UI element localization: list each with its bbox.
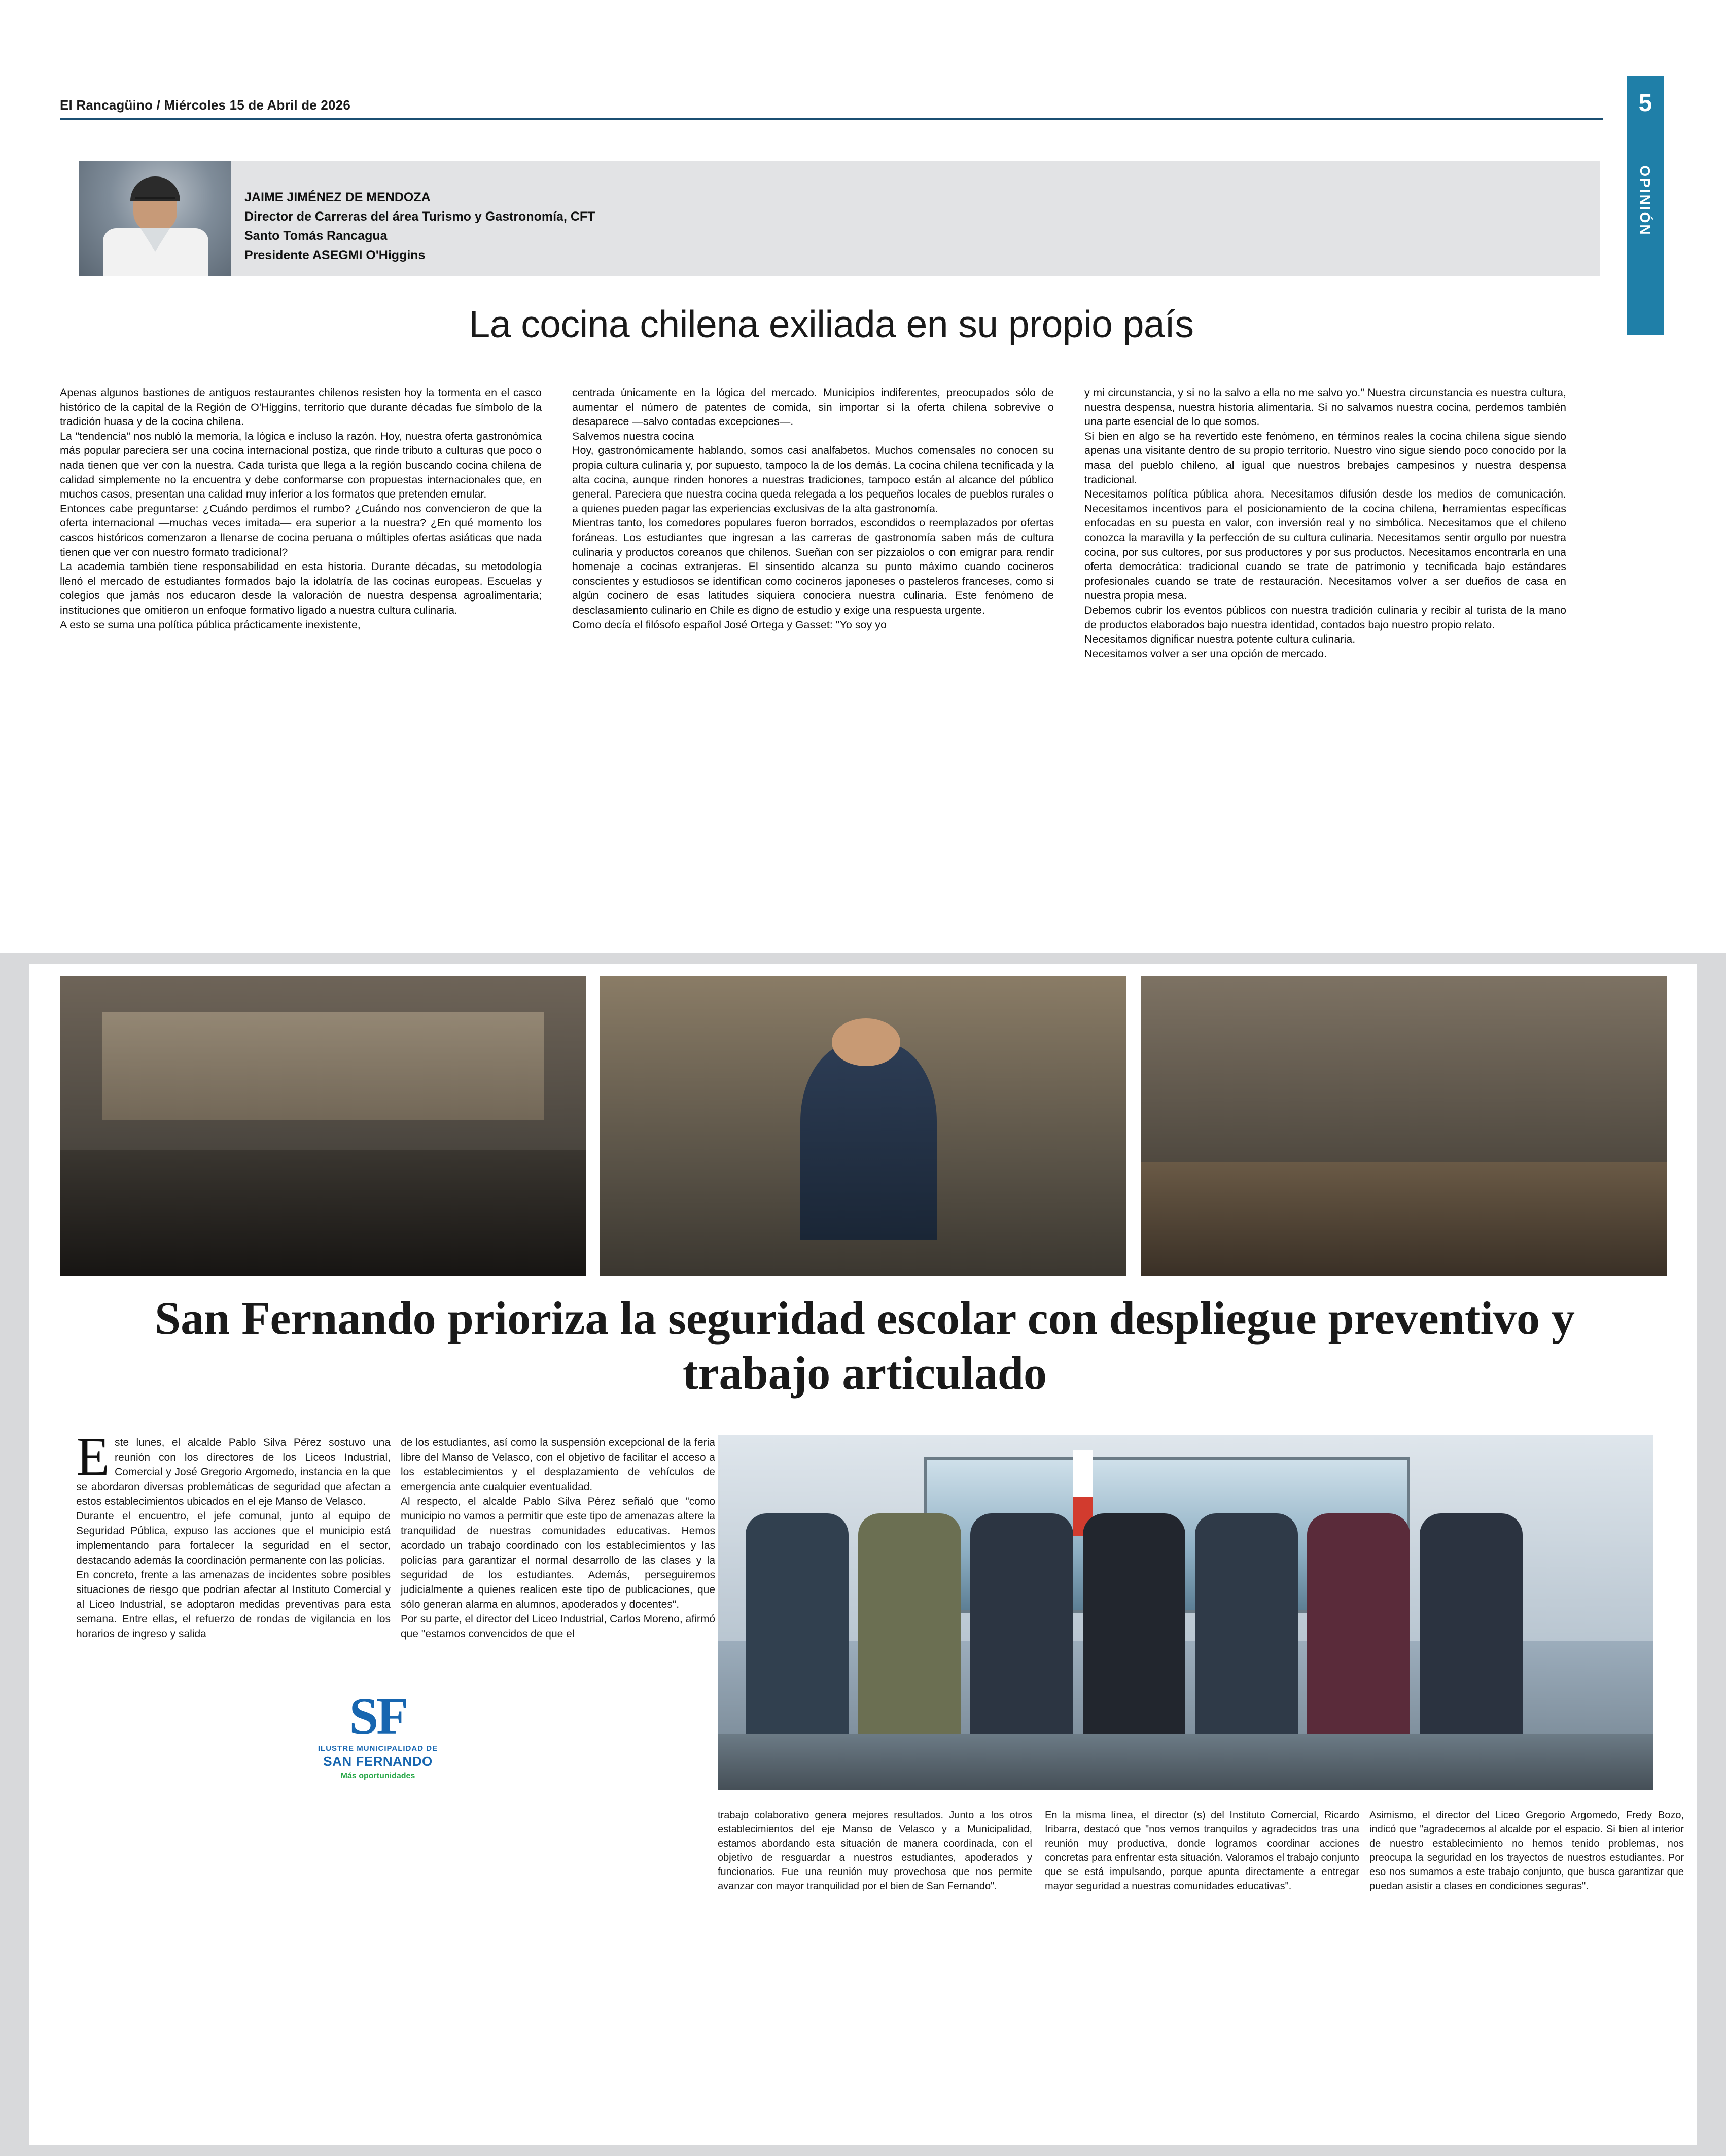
- paragraph: Debemos cubrir los eventos públicos con nuestra tradición culinaria y recibir al turista de la mano de productos elaborados bajo nuestra identidad, contados bajo nuestro propio relato.: [1084, 604, 1566, 631]
- paragraph: En la misma línea, el director (s) del Instituto Comercial, Ricardo Iribarra, destacó que "nos vemos tranquilos y agradecidos tras una reunión muy productiva, donde logramos coordinar acciones concretas para enfrentar esta situación. Valoramos el trabajo conjunto que se está impulsando, porque apunta directamente a entregar mayor seguridad a nuestras comunidades educativas".: [1045, 1810, 1359, 1892]
- author-role: Director de Carreras del área Turismo y Gastronomía, CFT: [244, 209, 595, 224]
- author-info: [244, 188, 595, 265]
- photo-meeting-room: [1141, 976, 1667, 1276]
- author-photo: [79, 161, 231, 276]
- paragraph: Hoy, gastronómicamente hablando, somos casi analfabetos. Muchos comensales no conocen su propia cultura culinaria y, por supuesto, tampoco la de los demás. La cocina chilena tecnificada y la alta cocina, aunque rinden honores a nuestras tradiciones, tampoco están al alcance del público general. Pareciera que nuestra cocina queda relegada a los pequeños locales de pueblos rurales o a quienes pueden pagar las experiencias exclusivas de la alta gastronomía.: [572, 444, 1054, 515]
- opinion-headline: La cocina chilena exiliada en su propio país: [469, 303, 1194, 345]
- paragraph: y mi circunstancia, y si no la salvo a ella no me salvo yo." Nuestra circunstancia es nuestra cultura, nuestra despensa, nuestra historia alimentaria. Si no salvamos nuestra cocina, perdemos también una parte esencial de lo que somos.: [1084, 386, 1566, 428]
- paragraph: Salvemos nuestra cocina: [572, 430, 694, 442]
- masthead: El Rancagüino / Miércoles 15 de Abril de 2026: [60, 97, 351, 113]
- feature-column-1: [76, 1427, 391, 1641]
- feature-photo-row: [60, 976, 1667, 1276]
- paragraph: La academia también tiene responsabilidad en esta historia. Durante décadas, su metodología llenó el mercado de estudiantes formados bajo la idolatría de las cocinas europeas. Escuelas y colegios que jamás nos educaron desde la valoración de nuestra despensa agroalimentaria; instituciones que omitieron un enfoque formativo ligado a nuestra cultura culinaria.: [60, 560, 542, 616]
- paragraph: Si bien en algo se ha revertido este fenómeno, en términos reales la cocina chilena sigue siendo apenas una visitante dentro de su propio territorio. Nuestro vino sigue siendo poco conocido por la masa del pueblo chileno, al igual que nuestros brebajes campesinos y nuestra despensa tradicional.: [1084, 430, 1566, 486]
- paragraph: de los estudiantes, así como la suspensión excepcional de la feria libre del Manso de Velasco, con el objetivo de facilitar el acceso a los establecimientos y el desplazamiento de vehículos de emergencia ante cualquier eventualidad.: [401, 1437, 715, 1493]
- masthead-rule: [60, 118, 1603, 120]
- paragraph: Este lunes, el alcalde Pablo Silva Pérez sostuvo una reunión con los directores de los Liceos Industrial, Comercial y José Gregorio Argomedo, instancia en la que se abordaron diversas problemáticas de seguridad que afectan a estos establecimientos ubicados en el eje Manso de Velasco.: [76, 1427, 391, 1507]
- paragraph: Al respecto, el alcalde Pablo Silva Pérez señaló que "como municipio no vamos a permitir que este tipo de amenazas altere la tranquilidad de nuestras comunidades educativas. Hemos acordado un trabajo coordinado con los establecimientos y las policías para garantizar el normal desarrollo de las clases y la seguridad de los estudiantes. Además, perseguiremos judicialmente a quienes realicen este tipo de publicaciones, que sólo generan alarma en alumnos, apoderados y docentes".: [401, 1496, 715, 1610]
- section-label: OPINIÓN: [1637, 165, 1653, 236]
- paragraph: En concreto, frente a las amenazas de incidentes sobre posibles situaciones de riesgo que podrían afectar al Instituto Comercial y al Liceo Industrial, se adoptaron medidas preventivas para esta semana. Entre ellas, el refuerzo de rondas de vigilancia en los horarios de ingreso y salida: [76, 1569, 391, 1640]
- author-name: JAIME JIMÉNEZ DE MENDOZA: [244, 190, 431, 204]
- opinion-column-1: [60, 385, 542, 632]
- paragraph: Asimismo, el director del Liceo Gregorio Argomedo, Fredy Bozo, indicó que "agradecemos al alcalde por el espacio. Si bien al interior de nuestro establecimiento no hemos tenido problemas, nos preocupa la seguridad en los trayectos de nuestros estudiantes. Por eso nos sumamos a este trabajo conjunto, que busca garantizar que puedan asistir a clases en condiciones seguras".: [1369, 1810, 1684, 1892]
- paragraph: La "tendencia" nos nubló la memoria, la lógica e incluso la razón. Hoy, nuestra oferta gastronómica más popular pareciera ser una cocina internacional postiza, que rinde tributo a culturas que poco o nada tienen que ver con la nuestra. Cada turista que llega a la región buscando cocina chilena de calidad simplemente no la encuentra y debe conformarse con propuestas internacionales que, en muchos casos, presentan una calidad muy inferior a los formatos que pretenden emular.: [60, 430, 542, 501]
- paragraph: Como decía el filósofo español José Ortega y Gasset: "Yo soy yo: [572, 618, 887, 631]
- paragraph: trabajo colaborativo genera mejores resultados. Junto a los otros establecimientos del eje Manso de Velasco y a Municipalidad, estamos abordando esta situación de manera coordinada, con el objetivo de resguardar a nuestros estudiantes, apoderados y funcionarios. Fue una reunión muy provechosa que nos permite avanzar con mayor tranquilidad por el bien de San Fernando".: [718, 1810, 1032, 1892]
- photo-mayor-speaking: [600, 976, 1126, 1276]
- opinion-page-sheet: [0, 0, 1726, 953]
- logo-line-2: SAN FERNANDO: [323, 1754, 433, 1769]
- logo-line-1: ILUSTRE MUNICIPALIDAD DE: [318, 1744, 438, 1753]
- paragraph: Necesitamos volver a ser una opción de mercado.: [1084, 647, 1327, 660]
- paragraph: Necesitamos política pública ahora. Necesitamos difusión desde los medios de comunicación. Necesitamos incentivos para el posicionamiento de la cocina chilena, herramientas específicas enfocadas en su puesta en valor, con inversión real y no simbólica. Necesitamos que el chileno conozca la maravilla y la perfección de su cultura culinaria. Necesitamos sentir orgullo por nuestra cocina, por sus cultores, por sus productores y por sus productos. Necesitamos encontrarla en una oferta democrática: tradicional cuando se trate de patrimonio y tecnificada bajo estándares profesionales cuando se trate de restauración. Necesitamos volver a ser dueños de casa en nuestra propia mesa.: [1084, 488, 1566, 602]
- author-presidency: Presidente ASEGMI O'Higgins: [244, 248, 426, 262]
- feature-column-2: [401, 1435, 715, 1641]
- paragraph: Apenas algunos bastiones de antiguos restaurantes chilenos resisten hoy la tormenta en el casco histórico de la capital de la Región de O'Higgins, territorio que durante décadas fue símbolo de la tradición huasa y de la cocina chilena.: [60, 386, 542, 428]
- photo-meeting-table: [60, 976, 586, 1276]
- page-number: 5: [1638, 90, 1652, 117]
- author-institution: Santo Tomás Rancagua: [244, 229, 388, 243]
- feature-column-5: [1369, 1808, 1684, 1893]
- paragraph: Necesitamos dignificar nuestra potente cultura culinaria.: [1084, 633, 1356, 646]
- paragraph: Durante el encuentro, el jefe comunal, junto al equipo de Seguridad Pública, expuso las acciones que el municipio está implementando para fortalecer la seguridad en el sector, destacando además la coordinación permanente con las policías.: [76, 1510, 391, 1566]
- logo-initials: SF: [349, 1687, 407, 1745]
- feature-headline: San Fernando prioriza la seguridad escolar con despliegue preventivo y trabajo articulado: [154, 1292, 1575, 1399]
- paragraph: centrada únicamente en la lógica del mercado. Municipios indiferentes, preocupados sólo de aumentar el número de patentes de comida, sin importar si la oferta chilena sobrevive o desaparece —salvo contadas excepciones—.: [572, 386, 1054, 428]
- section-tab: [1627, 76, 1664, 335]
- opinion-column-2: [572, 385, 1054, 632]
- paragraph: Mientras tanto, los comedores populares fueron borrados, escondidos o reemplazados por ofertas foráneas. Los estudiantes que ingresan a las carreras de gastronomía saben más de cultura culinaria y productos coreanos que chilenos. Sueñan con ser pizzaiolos o con emigrar para rendir homenaje a cocinas extranjeras. El sinsentido alcanza su punto máximo cuando cocineros conscientes y estudiosos se identifican como cocineros japoneses o pasteleros franceses, como si algún cocinero de esas latitudes siquiera conociera nuestra culinaria. Este fenómeno de desclasamiento culinario en Chile es digno de estudio y exige una respuesta urgente.: [572, 517, 1054, 616]
- opinion-column-3: [1084, 385, 1566, 661]
- feature-column-4: [1045, 1808, 1359, 1893]
- paragraph: A esto se suma una política pública prácticamente inexistente,: [60, 618, 361, 631]
- feature-column-3: [718, 1808, 1032, 1893]
- logo-line-3: Más oportunidades: [340, 1772, 415, 1780]
- san-fernando-logo: [304, 1669, 451, 1816]
- paragraph: Entonces cabe preguntarse: ¿Cuándo perdimos el rumbo? ¿Cuándo nos convencieron de que la oferta internacional —muchas veces imitada— era superior a la nuestra? ¿En qué momento los cascos históricos comenzaron a llenarse de cocina peruana o múltiples ofertas asiáticas que nada tienen que ver con nuestro formato tradicional?: [60, 502, 542, 558]
- photo-authorities-group: [718, 1435, 1653, 1790]
- paragraph: Por su parte, el director del Liceo Industrial, Carlos Moreno, afirmó que "estamos convencidos de que el: [401, 1613, 715, 1640]
